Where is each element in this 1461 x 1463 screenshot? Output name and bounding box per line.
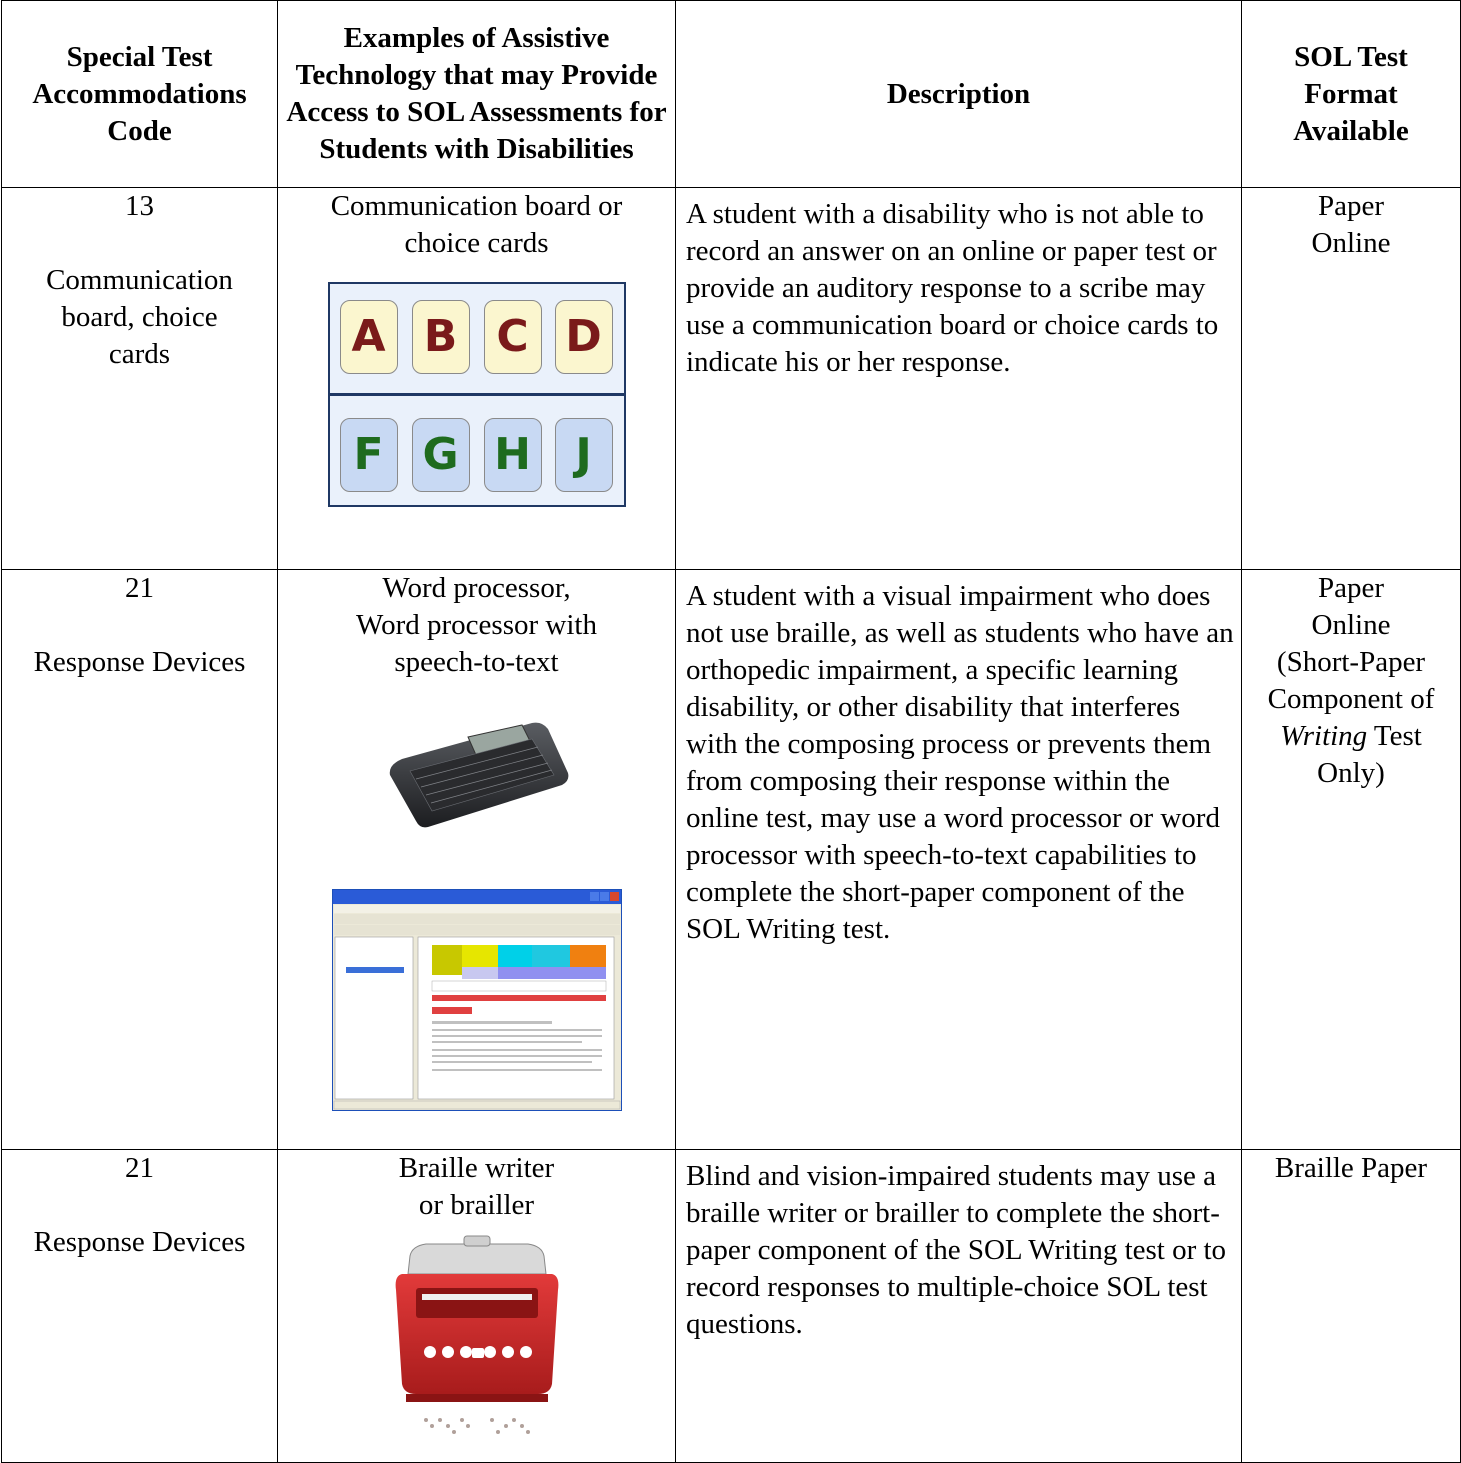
format-line: Paper bbox=[1317, 572, 1385, 604]
table-row bbox=[2, 570, 1461, 1150]
example-line: Communication board or bbox=[330, 190, 623, 222]
description-cell: A student with a disability who is not able to record an answer on an online or paper test or provide an auditory response to a scribe may use a communication board or choice cards to indicate his or her response. bbox=[676, 188, 1242, 570]
board-divider bbox=[330, 393, 624, 396]
header-format: SOL Test Format Available bbox=[1242, 1, 1461, 188]
code-name: Response Devices bbox=[33, 646, 246, 678]
table-row bbox=[2, 1150, 1461, 1463]
format-line: Component of bbox=[1267, 683, 1435, 715]
header-description: Description bbox=[676, 1, 1242, 188]
choice-card: G bbox=[412, 418, 470, 492]
description-cell: Blind and vision-impaired students may use a braille writer or brailler to complete the short-paper component of the SOL Writing test or to record responses to multiple-choice SOL test questions. bbox=[676, 1150, 1242, 1463]
example-cell bbox=[278, 1150, 676, 1463]
header-code: Special Test Accommodations Code bbox=[2, 1, 278, 188]
example-cell bbox=[278, 188, 676, 570]
format-line: Online bbox=[1311, 227, 1391, 259]
choice-card: F bbox=[340, 418, 398, 492]
format-line: (Short-Paper bbox=[1276, 646, 1426, 678]
braille-writer-image bbox=[392, 1234, 562, 1442]
code-name: Communication board, choice cards bbox=[46, 264, 233, 370]
word-processor-screenshot-image bbox=[332, 889, 622, 1111]
choice-card: A bbox=[340, 300, 398, 374]
choice-card: B bbox=[412, 300, 470, 374]
example-cell bbox=[278, 570, 676, 1150]
example-line: Word processor, bbox=[382, 572, 571, 604]
format-line: Online bbox=[1311, 609, 1391, 641]
example-line: Word processor with bbox=[356, 609, 597, 641]
format-cell bbox=[1242, 188, 1461, 570]
header-row bbox=[2, 1, 1461, 188]
choice-board-image bbox=[328, 282, 626, 507]
format-after-italic: Test bbox=[1367, 720, 1422, 752]
accommodations-table bbox=[1, 0, 1461, 1463]
code-number: 21 bbox=[125, 572, 154, 604]
code-number: 13 bbox=[125, 190, 154, 222]
choice-card: H bbox=[484, 418, 542, 492]
header-examples: Examples of Assistive Technology that may Provide Access to SOL Assessments for Students with Disabilities bbox=[278, 1, 676, 188]
format-line: Braille Paper bbox=[1274, 1152, 1428, 1184]
format-line: Paper bbox=[1317, 190, 1385, 222]
example-line: or brailler bbox=[418, 1189, 535, 1221]
code-cell bbox=[2, 1150, 278, 1463]
code-name: Response Devices bbox=[33, 1226, 246, 1258]
example-line: speech-to-text bbox=[394, 646, 559, 678]
choice-card: C bbox=[484, 300, 542, 374]
format-line: Only) bbox=[1317, 757, 1385, 789]
format-line bbox=[1246, 718, 1456, 755]
table-row bbox=[2, 188, 1461, 570]
code-cell bbox=[2, 188, 278, 570]
example-line: Braille writer bbox=[398, 1152, 555, 1184]
choice-card: D bbox=[555, 300, 613, 374]
format-cell bbox=[1242, 1150, 1461, 1463]
format-cell bbox=[1242, 570, 1461, 1150]
code-number: 21 bbox=[125, 1152, 154, 1184]
portable-keyboard-image bbox=[382, 715, 572, 833]
example-line: choice cards bbox=[404, 227, 549, 259]
code-cell bbox=[2, 570, 278, 1150]
description-cell: A student with a visual impairment who does not use braille, as well as students who have an orthopedic impairment, a specific learning disability, or other disability that interferes with the composing process or prevents them from composing their response within the online test, may use a word processor or word processor with speech-to-text capabilities to complete the short-paper component of the SOL Writing test. bbox=[676, 570, 1242, 1150]
choice-card: J bbox=[555, 418, 613, 492]
format-italic: Writing bbox=[1280, 720, 1368, 752]
